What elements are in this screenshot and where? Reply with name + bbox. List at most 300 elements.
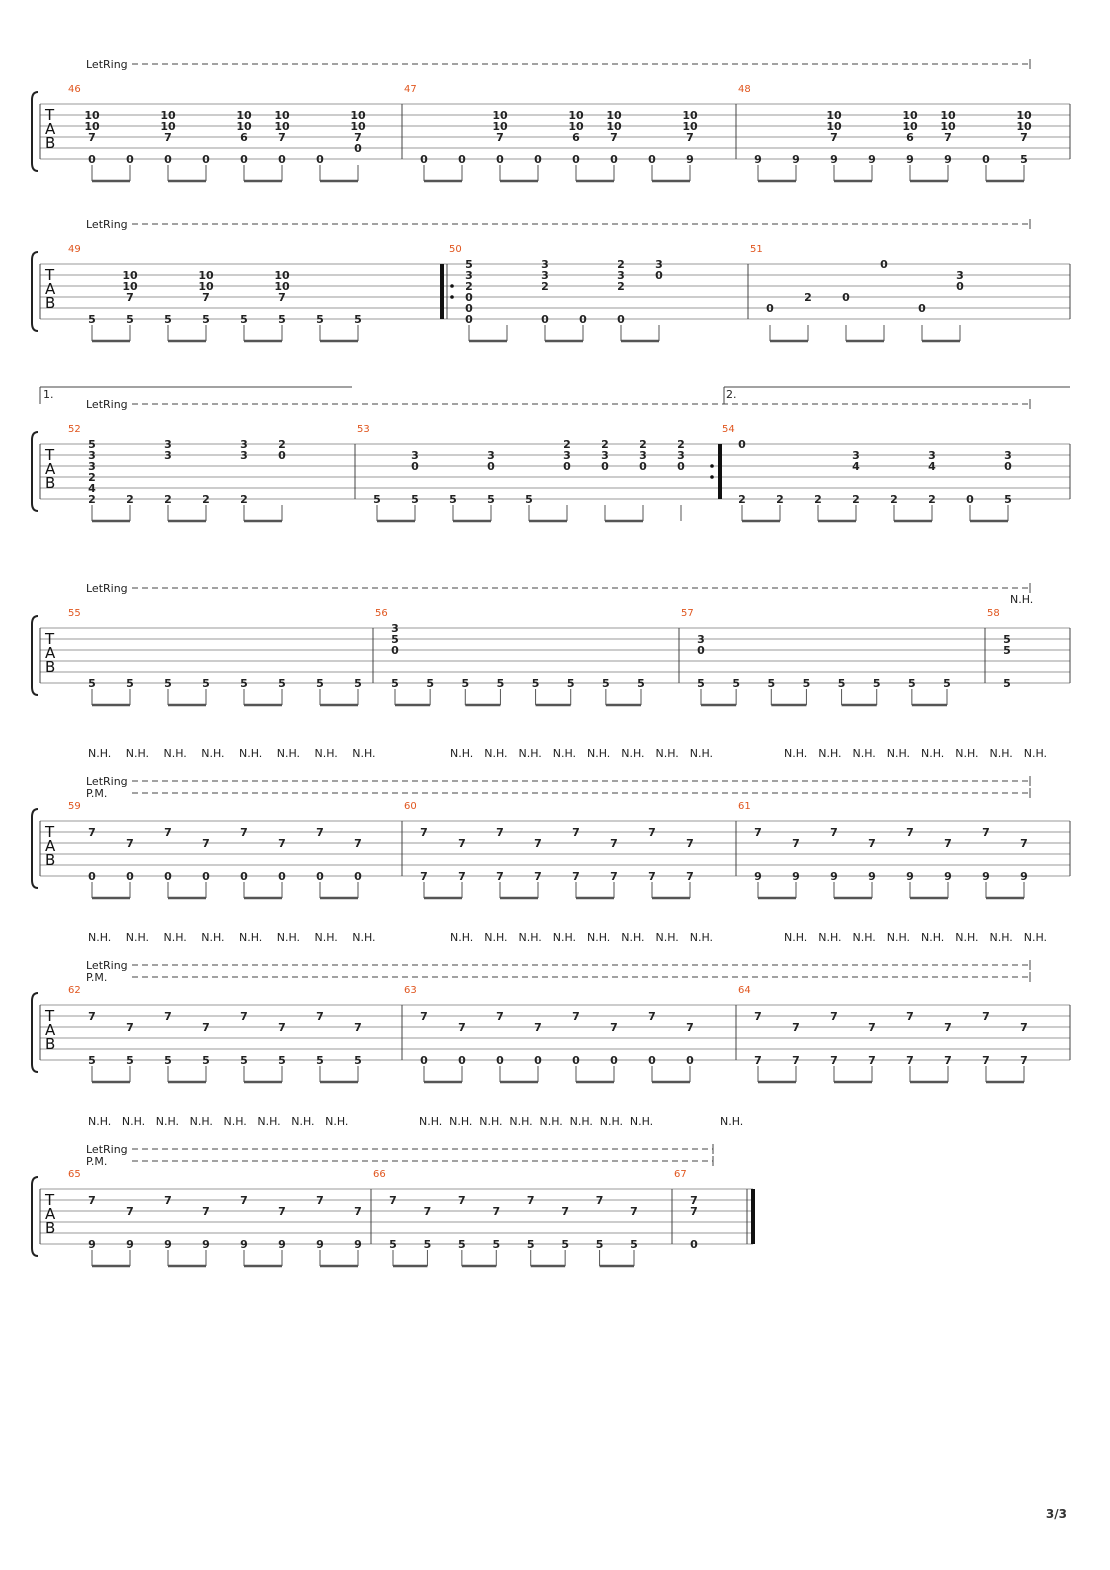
fret-number: 5 — [411, 493, 419, 506]
fret-number: 3 — [639, 449, 647, 462]
fret-number: 10 — [826, 109, 842, 122]
natural-harmonic-label: N.H. — [121, 1115, 146, 1128]
let-ring-label: LetRing — [86, 775, 128, 788]
measure-number: 56 — [375, 608, 388, 619]
tab-clef-b: B — [45, 294, 56, 312]
fret-number: 5 — [88, 438, 96, 451]
fret-number: 5 — [426, 677, 434, 690]
fret-number: 3 — [164, 438, 172, 451]
measure-number: 57 — [681, 608, 694, 619]
fret-number: 7 — [496, 870, 504, 883]
fret-number: 0 — [240, 870, 248, 883]
natural-harmonic-label: N.H. — [223, 1115, 247, 1128]
fret-number: 5 — [126, 1054, 134, 1067]
fret-number: 7 — [278, 1021, 286, 1034]
natural-harmonic-label: N.H. — [784, 747, 808, 760]
fret-number: 7 — [202, 1021, 210, 1034]
natural-harmonic-label: N.H. — [419, 1115, 443, 1128]
fret-number: 0 — [738, 438, 746, 451]
fret-number: 7 — [126, 837, 134, 850]
fret-number: 3 — [697, 633, 705, 646]
fret-number: 0 — [354, 142, 362, 155]
system-bracket — [32, 809, 38, 888]
measure-number: 46 — [68, 84, 81, 95]
measure-number: 64 — [738, 985, 751, 996]
fret-number: 10 — [1016, 109, 1032, 122]
natural-harmonic-label: N.H. — [955, 931, 979, 944]
natural-harmonic-label: N.H. — [314, 931, 338, 944]
natural-harmonic-label: N.H. — [257, 1115, 281, 1128]
fret-number: 7 — [944, 131, 952, 144]
fret-number: 0 — [354, 870, 362, 883]
fret-number: 7 — [572, 826, 580, 839]
natural-harmonic-label: N.H. — [921, 747, 945, 760]
fret-number: 6 — [240, 131, 248, 144]
fret-number: 7 — [164, 131, 172, 144]
fret-number: 5 — [423, 1238, 432, 1251]
repeat-dot — [450, 295, 454, 299]
tab-clef-b: B — [45, 658, 56, 676]
natural-harmonic-label: N.H. — [88, 931, 112, 944]
fret-number: 4 — [852, 460, 860, 473]
natural-harmonic-label: N.H. — [450, 747, 474, 760]
fret-number: 0 — [316, 153, 324, 166]
system-bracket — [32, 252, 38, 331]
fret-number: 10 — [568, 120, 584, 133]
fret-number: 3 — [465, 269, 473, 282]
fret-number: 7 — [240, 1194, 248, 1207]
fret-number: 7 — [868, 837, 876, 850]
fret-number: 7 — [354, 131, 362, 144]
natural-harmonic-label: N.H. — [886, 747, 911, 760]
fret-number: 5 — [278, 677, 286, 690]
fret-number: 7 — [686, 1021, 694, 1034]
measure-number: 67 — [674, 1169, 687, 1180]
system-bracket — [32, 1177, 38, 1256]
natural-harmonic-label: N.H. — [276, 747, 301, 760]
natural-harmonic-label: N.H. — [539, 1115, 563, 1128]
fret-number: 6 — [572, 131, 580, 144]
tab-clef-b: B — [45, 134, 56, 152]
fret-number: 7 — [610, 1021, 618, 1034]
fret-number: 5 — [525, 493, 533, 506]
measure-number: 61 — [738, 801, 751, 812]
fret-number: 0 — [126, 153, 134, 166]
fret-number: 7 — [202, 291, 210, 304]
fret-number: 7 — [126, 1205, 134, 1218]
fret-number: 5 — [872, 677, 881, 690]
fret-number: 7 — [690, 1194, 698, 1207]
fret-number: 9 — [830, 870, 838, 883]
fret-number: 7 — [389, 1194, 397, 1207]
fret-number: 0 — [465, 313, 473, 326]
natural-harmonic-label: N.H. — [325, 1115, 349, 1128]
fret-number: 2 — [928, 493, 936, 506]
fret-number: 10 — [606, 109, 622, 122]
fret-number: 5 — [316, 313, 324, 326]
fret-number: 0 — [487, 460, 495, 473]
fret-number: 10 — [492, 120, 508, 133]
natural-harmonic-label: N.H. — [450, 931, 474, 944]
natural-harmonic-label: N.H. — [88, 1115, 112, 1128]
fret-number: 3 — [852, 449, 860, 462]
fret-number: 7 — [534, 837, 542, 850]
fret-number: 10 — [350, 120, 366, 133]
fret-number: 0 — [278, 153, 286, 166]
fret-number: 3 — [487, 449, 495, 462]
tab-clef-a: A — [45, 837, 56, 855]
let-ring-label: LetRing — [86, 1143, 128, 1156]
fret-number: 2 — [617, 258, 625, 271]
fret-number: 0 — [697, 644, 705, 657]
natural-harmonic-label: N.H. — [552, 747, 577, 760]
fret-number: 7 — [534, 1021, 542, 1034]
fret-number: 10 — [902, 120, 918, 133]
tab-clef-b: B — [45, 1035, 56, 1053]
fret-number: 5 — [458, 1238, 466, 1251]
natural-harmonic-label: N.H. — [852, 747, 876, 760]
fret-number: 10 — [492, 109, 508, 122]
fret-number: 7 — [458, 837, 466, 850]
fret-number: 3 — [928, 449, 936, 462]
natural-harmonic-label: N.H. — [629, 1115, 654, 1128]
fret-number: 7 — [906, 826, 914, 839]
fret-number: 7 — [561, 1205, 569, 1218]
fret-number: 3 — [677, 449, 685, 462]
fret-number: 7 — [572, 1010, 580, 1023]
fret-number: 0 — [655, 269, 663, 282]
fret-number: 5 — [465, 258, 473, 271]
fret-number: 7 — [1020, 1054, 1028, 1067]
fret-number: 0 — [164, 870, 172, 883]
system-bracket — [32, 616, 38, 695]
system-bracket — [32, 92, 38, 171]
fret-number: 7 — [792, 1021, 800, 1034]
fret-number: 10 — [902, 109, 918, 122]
fret-number: 7 — [458, 1194, 466, 1207]
fret-number: 7 — [126, 1021, 134, 1034]
fret-number: 7 — [88, 826, 96, 839]
fret-number: 9 — [868, 153, 876, 166]
fret-number: 10 — [274, 120, 290, 133]
natural-harmonic-label: N.H. — [599, 1115, 624, 1128]
fret-number: 7 — [868, 1054, 876, 1067]
fret-number: 0 — [126, 870, 134, 883]
fret-number: 2 — [677, 438, 685, 451]
fret-number: 7 — [1020, 1021, 1028, 1034]
fret-number: 5 — [164, 1054, 172, 1067]
let-ring-label: LetRing — [86, 218, 128, 231]
fret-number: 5 — [487, 493, 495, 506]
fret-number: 0 — [766, 302, 774, 315]
fret-number: 9 — [868, 870, 876, 883]
fret-number: 7 — [944, 1054, 952, 1067]
natural-harmonic-label: N.H. — [163, 747, 187, 760]
fret-number: 2 — [776, 493, 784, 506]
fret-number: 5 — [595, 1238, 604, 1251]
fret-number: 9 — [278, 1238, 286, 1251]
fret-number: 9 — [88, 1238, 96, 1251]
fret-number: 5 — [492, 1238, 501, 1251]
natural-harmonic-label: N.H. — [569, 1115, 593, 1128]
fret-number: 2 — [639, 438, 647, 451]
fret-number: 5 — [126, 313, 134, 326]
fret-number: 10 — [160, 109, 176, 122]
fret-number: 2 — [164, 493, 172, 506]
fret-number: 0 — [420, 1054, 428, 1067]
fret-number: 7 — [868, 1021, 876, 1034]
fret-number: 7 — [316, 1194, 324, 1207]
fret-number: 7 — [458, 870, 466, 883]
fret-number: 10 — [84, 120, 100, 133]
fret-number: 7 — [278, 291, 286, 304]
fret-number: 5 — [637, 677, 645, 690]
natural-harmonic-label: N.H. — [509, 1115, 533, 1128]
fret-number: 0 — [677, 460, 685, 473]
fret-number: 3 — [601, 449, 609, 462]
tab-clef-a: A — [45, 1021, 56, 1039]
fret-number: 7 — [164, 1194, 172, 1207]
natural-harmonic-label: N.H. — [201, 747, 225, 760]
tab-clef-t: T — [45, 106, 55, 124]
fret-number: 0 — [465, 302, 473, 315]
fret-number: 10 — [826, 120, 842, 133]
fret-number: 10 — [160, 120, 176, 133]
measure-number: 65 — [68, 1169, 81, 1180]
fret-number: 0 — [918, 302, 926, 315]
fret-number: 5 — [630, 1238, 638, 1251]
fret-number: 7 — [354, 837, 362, 850]
measure-number: 54 — [722, 424, 735, 435]
fret-number: 7 — [906, 1054, 914, 1067]
natural-harmonic-label: N.H. — [352, 747, 376, 760]
system-bracket — [32, 432, 38, 511]
fret-number: 3 — [541, 258, 549, 271]
fret-number: 10 — [606, 120, 622, 133]
fret-number: 2 — [601, 438, 609, 451]
fret-number: 0 — [88, 870, 96, 883]
fret-number: 5 — [164, 313, 172, 326]
fret-number: 2 — [890, 493, 898, 506]
fret-number: 7 — [202, 1205, 210, 1218]
fret-number: 7 — [496, 131, 504, 144]
fret-number: 0 — [240, 153, 248, 166]
fret-number: 0 — [648, 1054, 656, 1067]
fret-number: 10 — [568, 109, 584, 122]
natural-harmonic-label: N.H. — [720, 1115, 744, 1128]
tab-clef-t: T — [45, 823, 55, 841]
fret-number: 7 — [830, 826, 838, 839]
staff-system — [32, 1115, 753, 1266]
fret-number: 0 — [458, 153, 466, 166]
fret-number: 0 — [88, 153, 96, 166]
fret-number: 9 — [754, 870, 762, 883]
fret-number: 5 — [278, 313, 286, 326]
fret-number: 3 — [240, 449, 248, 462]
let-ring-label: LetRing — [86, 582, 128, 595]
natural-harmonic-label: N.H. — [518, 931, 542, 944]
staff-system — [32, 582, 1070, 705]
fret-number: 7 — [420, 826, 428, 839]
natural-harmonic-label: N.H. — [552, 931, 577, 944]
fret-number: 5 — [373, 493, 381, 506]
fret-number: 7 — [686, 837, 694, 850]
tab-clef-b: B — [45, 1219, 56, 1237]
fret-number: 0 — [610, 153, 618, 166]
natural-harmonic-label: N.H. — [479, 1115, 503, 1128]
measure-number: 63 — [404, 985, 417, 996]
fret-number: 7 — [126, 291, 134, 304]
fret-number: 9 — [240, 1238, 248, 1251]
fret-number: 7 — [496, 826, 504, 839]
natural-harmonic-label: N.H. — [921, 931, 945, 944]
fret-number: 7 — [1020, 837, 1028, 850]
fret-number: 2 — [541, 280, 549, 293]
staff-system — [32, 58, 1070, 181]
measure-number: 52 — [68, 424, 81, 435]
natural-harmonic-label: N.H. — [818, 931, 842, 944]
fret-number: 10 — [682, 109, 698, 122]
fret-number: 10 — [682, 120, 698, 133]
fret-number: 0 — [496, 1054, 504, 1067]
natural-harmonic-label: N.H. — [125, 931, 150, 944]
fret-number: 7 — [686, 131, 694, 144]
fret-number: 7 — [792, 837, 800, 850]
fret-number: 7 — [164, 1010, 172, 1023]
tab-clef-t: T — [45, 630, 55, 648]
page-number: 3/3 — [1045, 1507, 1067, 1521]
fret-number: 7 — [278, 837, 286, 850]
natural-harmonic-label: N.H. — [276, 931, 301, 944]
fret-number: 0 — [610, 1054, 618, 1067]
fret-number: 2 — [278, 438, 286, 451]
natural-harmonic-label: N.H. — [352, 931, 376, 944]
staff-system — [32, 387, 1070, 521]
fret-number: 2 — [852, 493, 860, 506]
fret-number: 7 — [278, 131, 286, 144]
fret-number: 7 — [944, 837, 952, 850]
measure-number: 62 — [68, 985, 81, 996]
fret-number: 7 — [906, 1010, 914, 1023]
fret-number: 7 — [496, 1010, 504, 1023]
fret-number: 5 — [602, 677, 610, 690]
tab-clef-b: B — [45, 474, 56, 492]
fret-number: 9 — [792, 153, 800, 166]
fret-number: 10 — [122, 269, 138, 282]
fret-number: 7 — [630, 1205, 638, 1218]
natural-harmonic-label: N.H. — [201, 931, 225, 944]
fret-number: 7 — [982, 1054, 990, 1067]
fret-number: 7 — [830, 131, 838, 144]
fret-number: 5 — [354, 677, 362, 690]
fret-number: 5 — [278, 1054, 286, 1067]
fret-number: 7 — [648, 826, 656, 839]
fret-number: 0 — [572, 153, 580, 166]
fret-number: 5 — [88, 677, 96, 690]
fret-number: 3 — [563, 449, 571, 462]
measure-number: 66 — [373, 1169, 386, 1180]
measure-number: 58 — [987, 608, 1000, 619]
fret-number: 7 — [316, 826, 324, 839]
fret-number: 3 — [240, 438, 248, 451]
fret-number: 7 — [278, 1205, 286, 1218]
fret-number: 0 — [278, 449, 286, 462]
fret-number: 5 — [697, 677, 705, 690]
fret-number: 5 — [732, 677, 740, 690]
fret-number: 7 — [88, 131, 96, 144]
natural-harmonic-label: N.H. — [989, 931, 1013, 944]
fret-number: 0 — [534, 1054, 542, 1067]
palm-mute-label: P.M. — [86, 971, 108, 984]
fret-number: 7 — [240, 826, 248, 839]
fret-number: 4 — [928, 460, 936, 473]
natural-harmonic-label: N.H. — [1010, 593, 1034, 606]
ending-second-label: 2. — [726, 388, 737, 401]
fret-number: 7 — [1020, 131, 1028, 144]
fret-number: 7 — [164, 826, 172, 839]
measure-number: 51 — [750, 244, 763, 255]
fret-number: 0 — [534, 153, 542, 166]
fret-number: 7 — [354, 1205, 362, 1218]
fret-number: 2 — [814, 493, 822, 506]
fret-number: 10 — [198, 280, 214, 293]
natural-harmonic-label: N.H. — [784, 931, 808, 944]
fret-number: 0 — [1004, 460, 1012, 473]
natural-harmonic-label: N.H. — [314, 747, 338, 760]
fret-number: 5 — [566, 677, 575, 690]
fret-number: 3 — [1004, 449, 1012, 462]
staff-system — [32, 931, 1070, 1082]
fret-number: 10 — [198, 269, 214, 282]
natural-harmonic-label: N.H. — [818, 747, 842, 760]
fret-number: 7 — [354, 1021, 362, 1034]
fret-number: 9 — [1020, 870, 1028, 883]
fret-number: 3 — [164, 449, 172, 462]
let-ring-label: LetRing — [86, 58, 128, 71]
fret-number: 5 — [1003, 677, 1011, 690]
natural-harmonic-label: N.H. — [518, 747, 542, 760]
fret-number: 10 — [122, 280, 138, 293]
fret-number: 2 — [465, 280, 473, 293]
fret-number: 5 — [391, 677, 399, 690]
fret-number: 0 — [880, 258, 888, 271]
system-bracket — [32, 993, 38, 1072]
tab-clef-b: B — [45, 851, 56, 869]
ending-first-label: 1. — [43, 388, 54, 401]
fret-number: 5 — [767, 677, 776, 690]
tab-clef-a: A — [45, 280, 56, 298]
fret-number: 9 — [164, 1238, 172, 1251]
fret-number: 5 — [461, 677, 470, 690]
palm-mute-label: P.M. — [86, 1155, 108, 1168]
measure-number: 60 — [404, 801, 417, 812]
fret-number: 7 — [754, 1010, 762, 1023]
fret-number: 2 — [738, 493, 746, 506]
fret-number: 0 — [617, 313, 625, 326]
fret-number: 5 — [1003, 644, 1011, 657]
fret-number: 0 — [411, 460, 419, 473]
fret-number: 2 — [126, 493, 134, 506]
staff-system — [32, 747, 1070, 898]
natural-harmonic-label: N.H. — [239, 931, 263, 944]
fret-number: 5 — [164, 677, 172, 690]
fret-number: 0 — [420, 153, 428, 166]
fret-number: 5 — [389, 1238, 397, 1251]
fret-number: 9 — [944, 153, 952, 166]
staff-system — [32, 218, 1070, 341]
repeat-dot — [450, 284, 454, 288]
fret-number: 5 — [88, 1054, 96, 1067]
